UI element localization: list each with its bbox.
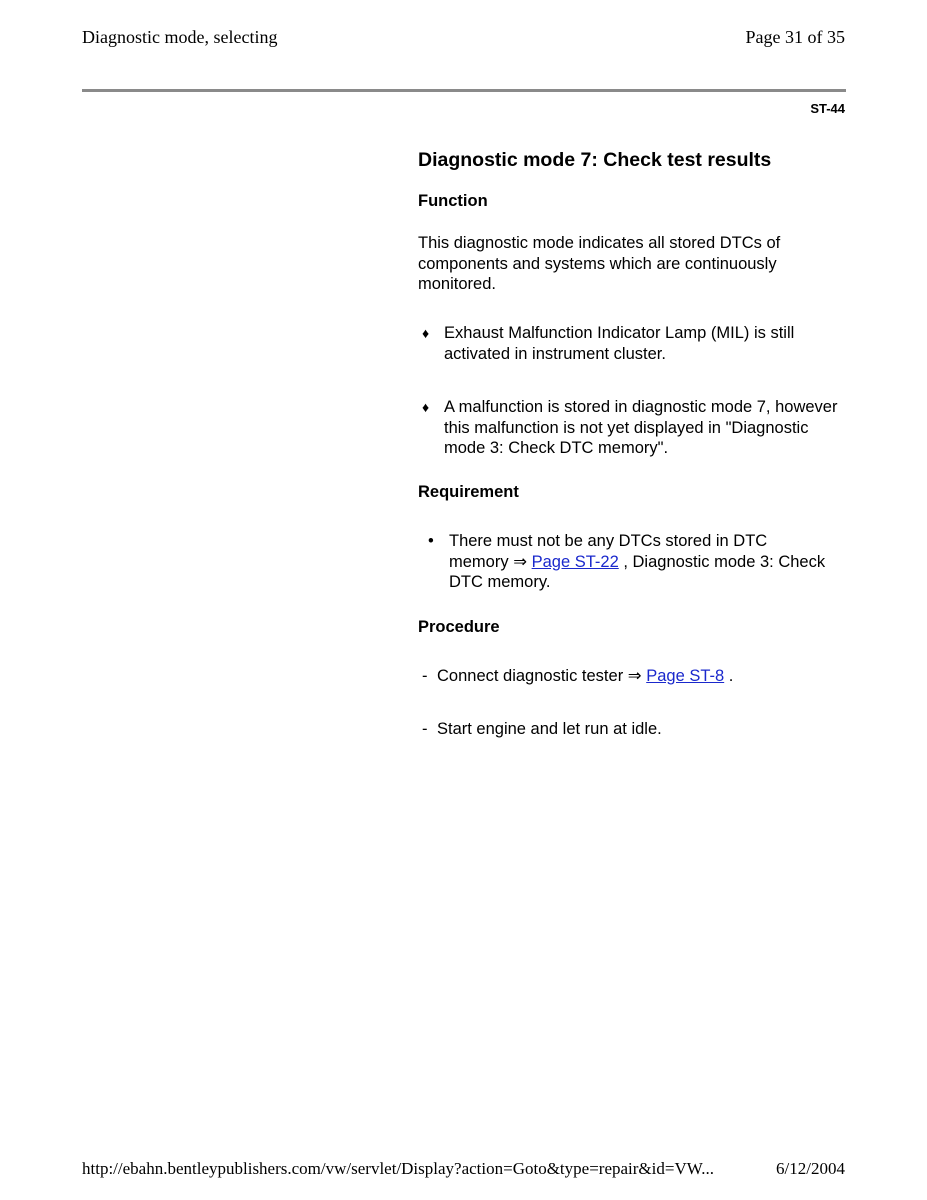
procedure-step (418, 719, 837, 740)
header-title: Diagnostic mode, selecting (82, 27, 278, 47)
dash-marker: - (422, 720, 428, 738)
dash-marker: - (422, 667, 428, 685)
diamond-bullet-icon: ♦ (422, 325, 430, 341)
page-number: Page 31 of 35 (745, 27, 845, 47)
list-item (418, 323, 839, 364)
function-text: This diagnostic mode indicates all stored DTCs of components and systems which are continuously monitored. (418, 234, 781, 294)
bullet-text: A malfunction is stored in diagnostic mode 7, however this malfunction is not yet displayed in "Diagnostic mode 3: Check DTC memory". (444, 398, 838, 458)
page-code: ST-44 (810, 101, 845, 116)
link-page-st-8[interactable]: Page ST-8 (646, 667, 725, 685)
footer-url: http://ebahn.bentleypublishers.com/vw/servlet/Display?action=Goto&type=repair&id=VW... (82, 1159, 714, 1178)
page-title: Diagnostic mode 7: Check test results (418, 149, 772, 171)
list-item (418, 397, 844, 459)
step-text-suffix: . (728, 667, 734, 685)
arrow-icon: ⇒ (513, 552, 528, 571)
diamond-bullet-icon: ♦ (422, 399, 430, 415)
header-divider (82, 89, 846, 92)
procedure-step (418, 666, 837, 687)
requirement-heading: Requirement (418, 483, 519, 501)
bullet-text: Exhaust Malfunction Indicator Lamp (MIL) is still activated in instrument cluster. (444, 324, 795, 363)
procedure-heading: Procedure (418, 618, 500, 636)
footer-date: 6/12/2004 (776, 1159, 845, 1178)
function-heading: Function (418, 192, 488, 210)
arrow-icon: ⇒ (627, 667, 642, 685)
requirement-text-suffix: , Diagnostic mode 3: Check DTC memory. (449, 552, 826, 592)
step-text: Connect diagnostic tester (437, 667, 624, 685)
step-text: Start engine and let run at idle. (437, 720, 662, 738)
content-column (418, 146, 858, 738)
link-page-st-22[interactable]: Page ST-22 (531, 552, 619, 571)
bullet-icon: • (428, 532, 434, 550)
requirement-item (418, 531, 829, 593)
requirement-text: There must not be any DTCs stored in DTC memory (449, 532, 768, 571)
